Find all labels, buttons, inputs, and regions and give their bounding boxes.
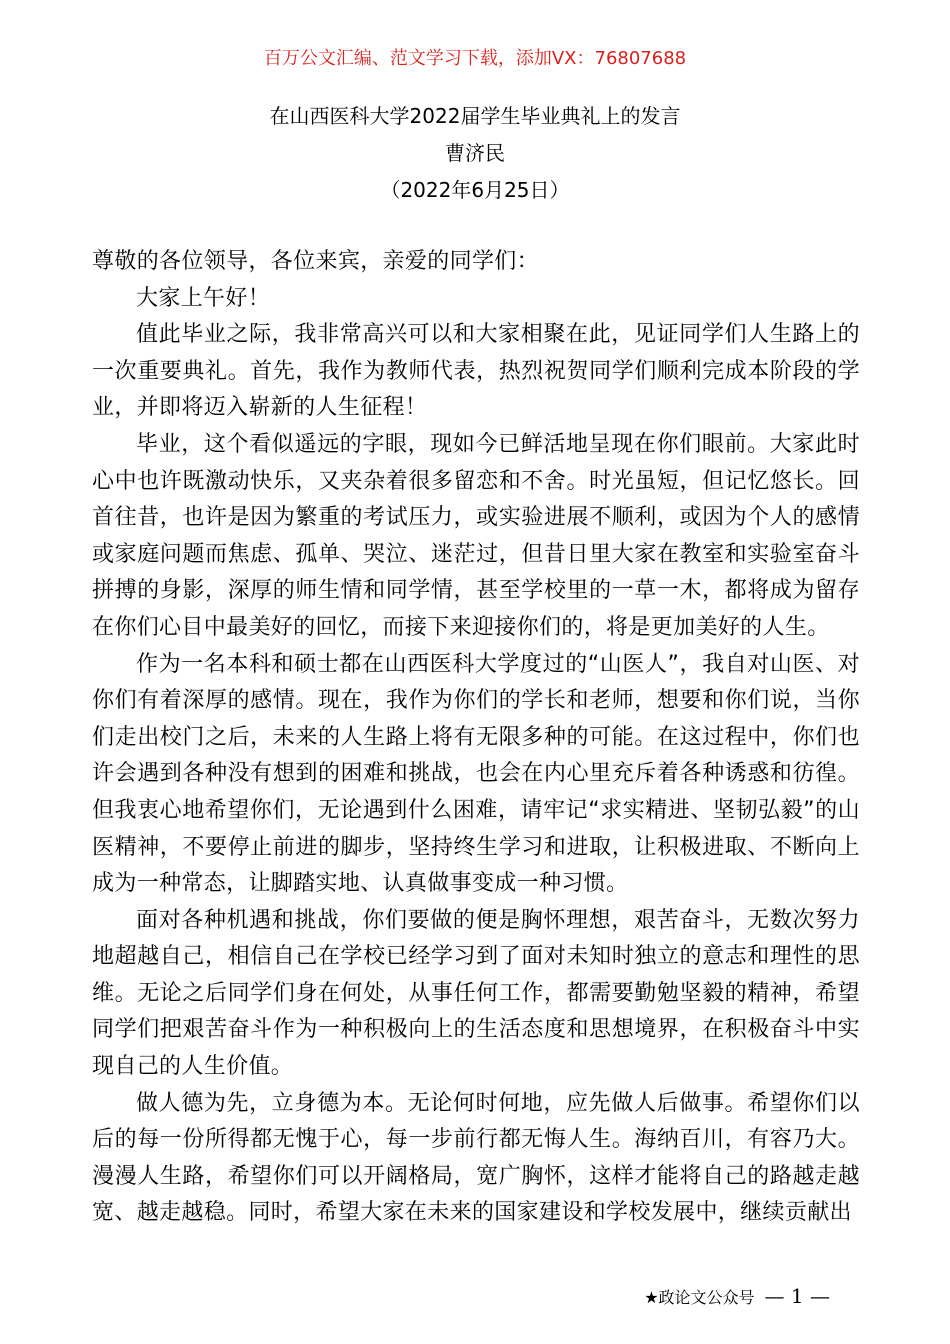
footer-source: ★政论文公众号 (644, 1288, 755, 1307)
download-banner: 百万公文汇编、范文学习下载，添加VX：76807688 (263, 48, 687, 69)
document-title: 在山西医科大学2022届学生毕业典礼上的发言 (269, 104, 681, 128)
paragraph-congratulations: 值此毕业之际，我非常高兴可以和大家相聚在此，见证同学们人生路上的一次重要典礼。首先，我作为教师代表，热烈祝贺同学们顺利完成本阶段的学业，并即将迈入崭新的人生征程！ (92, 322, 860, 421)
page-footer (644, 1283, 830, 1311)
salutation: 尊敬的各位领导，各位来宾，亲爱的同学们： (92, 249, 540, 274)
paragraph-memories: 毕业，这个看似遥远的字眼，现如今已鲜活地呈现在你们眼前。大家此时心中也许既激动快乐，又夹杂着很多留恋和不舍。时光虽短，但记忆悠长。回首往昔，也许是因为繁重的考试压力，或实验进展不顺利，或因为个人的感情或家庭问题而焦虑、孤单、哭泣、迷茫过，但昔日里大家在教室和实验室奋斗拼搏的身影，深厚的师生情和同学情，甚至学校里的一草一木，都将成为留存在你们心目中最美好的回忆，而接下来迎接你们的，将是更加美好的人生。 (92, 431, 860, 640)
title-block (0, 98, 950, 209)
page-number: — 1 — (764, 1284, 830, 1308)
paragraph-morality: 做人德为先，立身德为本。无论何时何地，应先做人后做事。希望你们以后的每一份所得都无愧于心，每一步前行都无悔人生。海纳百川，有容乃大。漫漫人生路，希望你们可以开阔格局，宽广胸怀，这样才能将自己的路越走越宽、越走越稳。同时，希望大家在未来的国家建设和学校发展中，继续贡献出 (92, 1090, 860, 1226)
author-name: 曹济民 (445, 141, 505, 165)
speech-date: （2022年6月25日） (380, 178, 570, 202)
paragraph-greeting: 大家上午好！ (136, 285, 271, 311)
paragraph-challenges: 面对各种机遇和挑战，你们要做的便是胸怀理想，艰苦奋斗，无数次努力地超越自己，相信自己在学校已经学习到了面对未知时独立的意志和理性的思维。无论之后同学们身在何处，从事任何工作，都需要勤勉坚毅的精神，希望同学们把艰苦奋斗作为一种积极向上的生活态度和思想境界，在积极奋斗中实现自己的人生价值。 (92, 907, 860, 1080)
speech-body (92, 244, 860, 1232)
paragraph-shanyi-spirit: 作为一名本科和硕士都在山西医科大学度过的“山医人”，我自对山医、对你们有着深厚的感情。现在，我作为你们的学长和老师，想要和你们说，当你们走出校门之后，未来的人生路上将有无限多种的可能。在这过程中，你们也许会遇到各种没有想到的困难和挑战，也会在内心里充斥着各种诱惑和彷徨。但我衷心地希望你们，无论遇到什么困难，请牢记“求实精进、坚韧弘毅”的山医精神，不要停止前进的脚步，坚持终生学习和进取，让积极进取、不断向上成为一种常态，让脚踏实地、认真做事变成一种习惯。 (92, 651, 860, 897)
